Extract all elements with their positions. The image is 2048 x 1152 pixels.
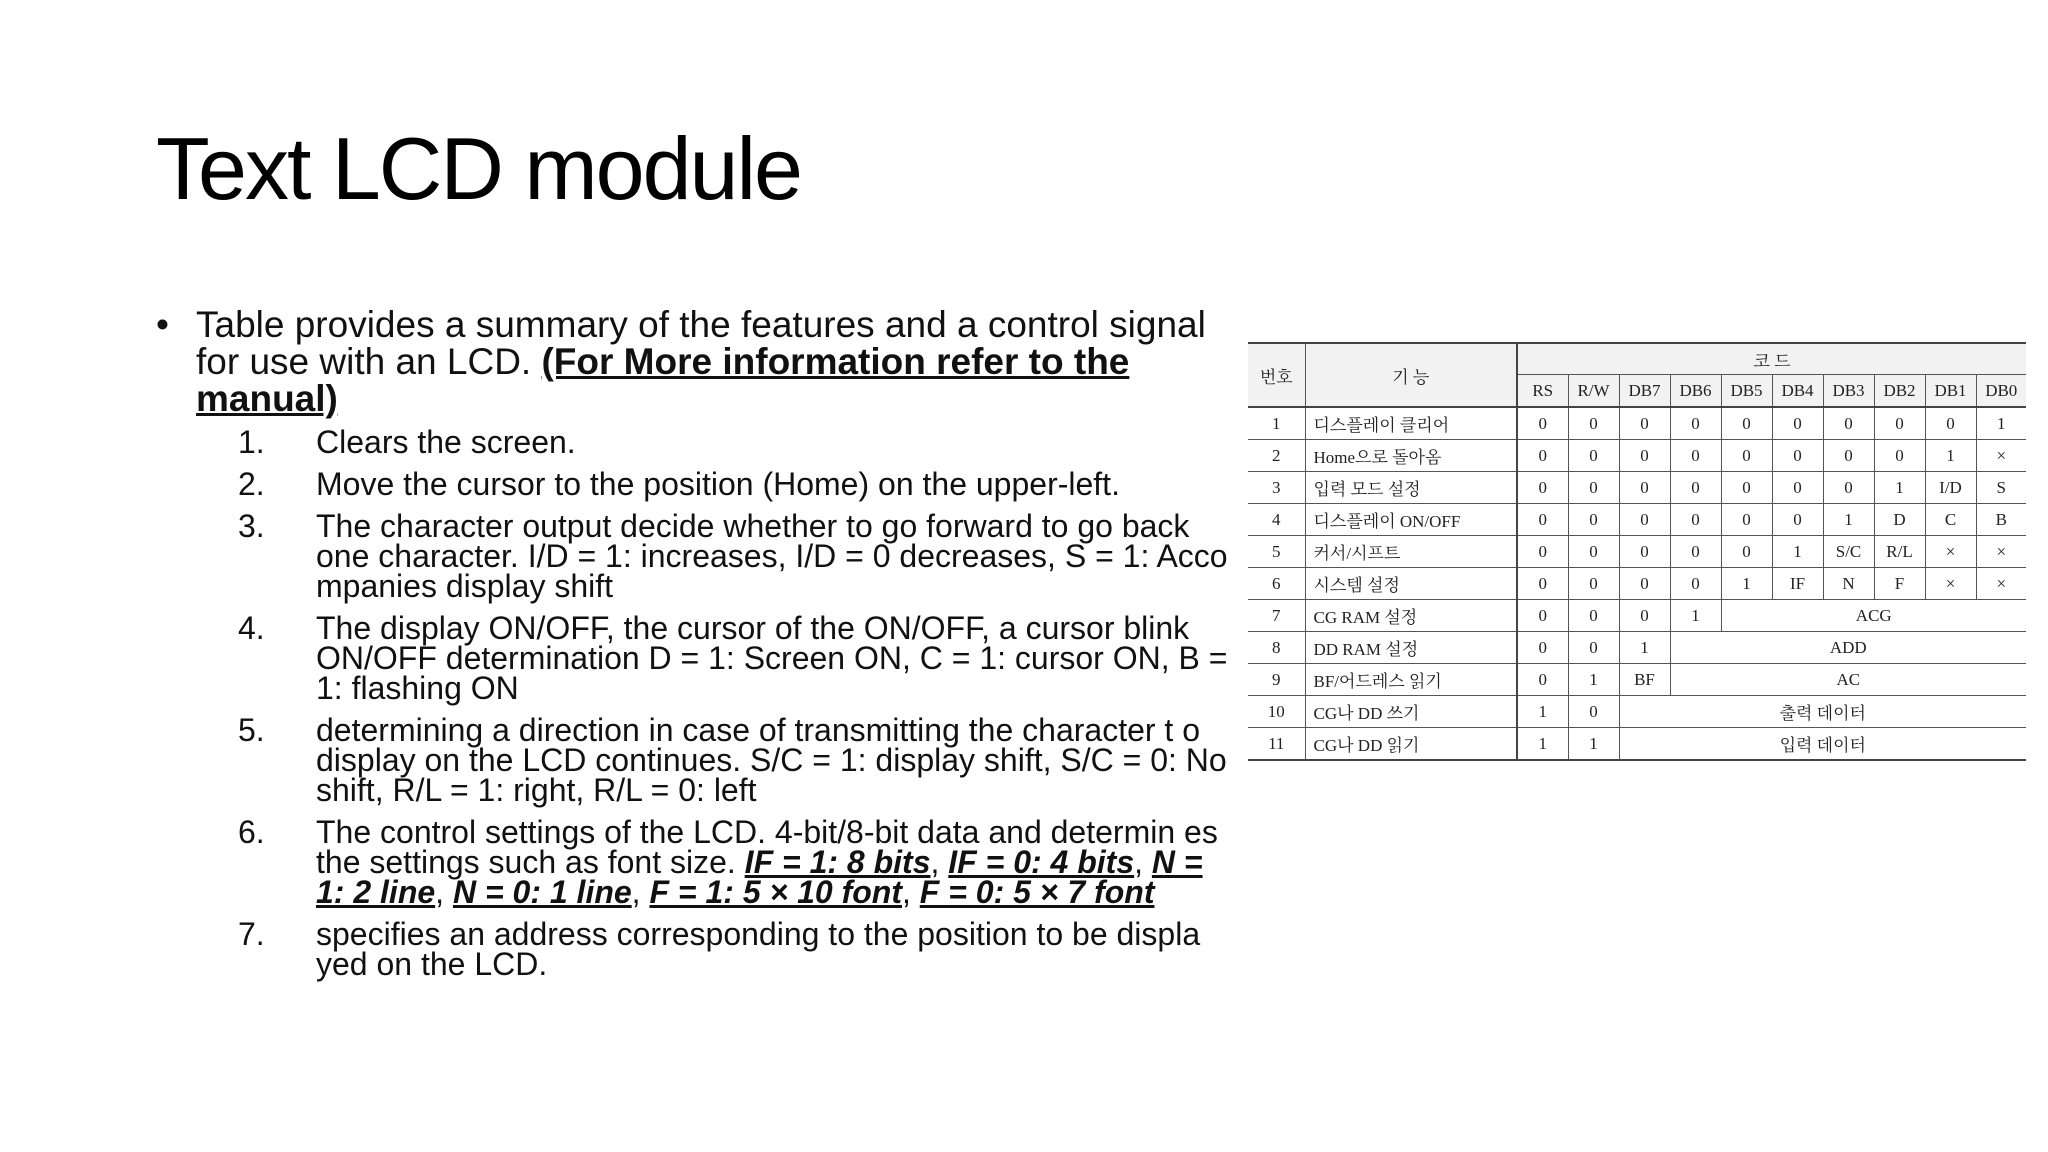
code-cell: 0 (1823, 407, 1874, 440)
manual-reference-link[interactable]: (For More information refer to the manual) (196, 341, 1130, 419)
code-cell: 0 (1517, 407, 1568, 440)
code-cell: C (1925, 504, 1976, 536)
code-cell: 0 (1517, 568, 1568, 600)
header-bit: DB0 (1976, 375, 2026, 408)
code-cell: IF (1772, 568, 1823, 600)
step-text-segment: Move the cursor to the position (Home) on the upper-left. (316, 466, 1120, 502)
table-row (1248, 407, 2026, 440)
header-bit: DB4 (1772, 375, 1823, 408)
code-cell: 0 (1568, 504, 1619, 536)
table-row (1248, 504, 2026, 536)
row-function: 커서/시프트 (1305, 536, 1517, 568)
code-cell: I/D (1925, 472, 1976, 504)
code-cell: × (1925, 536, 1976, 568)
code-cell: 0 (1619, 600, 1670, 632)
step-text-segment: , (1134, 844, 1152, 880)
step-text (316, 424, 1238, 460)
table-row (1248, 728, 2026, 761)
bullet-dot: • (156, 304, 169, 345)
steps-list (156, 424, 1238, 982)
code-cell: 0 (1619, 440, 1670, 472)
table-row (1248, 664, 2026, 696)
code-cell: 1 (1619, 632, 1670, 664)
table-row (1248, 600, 2026, 632)
code-cell: R/L (1874, 536, 1925, 568)
header-bit: DB6 (1670, 375, 1721, 408)
lcd-command-table-figure (1248, 342, 2026, 761)
row-number: 2 (1248, 440, 1305, 472)
code-cell: 0 (1721, 504, 1772, 536)
step-text (316, 508, 1238, 604)
code-cell: 1 (1517, 696, 1568, 728)
code-cell: BF (1619, 664, 1670, 696)
code-cell: D (1874, 504, 1925, 536)
step-text-segment: Clears the screen. (316, 424, 576, 460)
step-item (232, 610, 1238, 706)
header-bit: DB2 (1874, 375, 1925, 408)
step-item (232, 466, 1238, 502)
step-item (232, 712, 1238, 808)
row-number: 8 (1248, 632, 1305, 664)
step-text (316, 814, 1238, 910)
code-cell: × (1976, 536, 2026, 568)
code-cell: 1 (1721, 568, 1772, 600)
intro-text-wrapper (196, 306, 1238, 417)
header-bit: RS (1517, 375, 1568, 408)
code-cell: × (1976, 440, 2026, 472)
code-cell: 0 (1568, 696, 1619, 728)
code-cell: 0 (1721, 407, 1772, 440)
code-cell: 0 (1670, 568, 1721, 600)
header-bit: R/W (1568, 375, 1619, 408)
code-cell: 0 (1568, 600, 1619, 632)
step-text (316, 466, 1238, 502)
step-setting-emphasis: N = 0: 1 line (452, 874, 632, 910)
row-number: 9 (1248, 664, 1305, 696)
step-text-segment: The control settings of the LCD. 4-bit/8-bit data and determin es the settings such as font size. (316, 814, 1218, 880)
header-no: 번호 (1248, 343, 1305, 407)
table-row (1248, 632, 2026, 664)
header-function: 기 능 (1305, 343, 1517, 407)
step-text-segment: The display ON/OFF, the cursor of the ON/OFF, a cursor blink ON/OFF determination D = 1: Screen ON, C = 1: cursor ON, B = 1: flashing ON (316, 610, 1228, 706)
row-function: CG RAM 설정 (1305, 600, 1517, 632)
step-number: 6. (238, 814, 265, 850)
code-cell: × (1976, 568, 2026, 600)
step-text-segment: , (631, 874, 650, 910)
row-function: 입력 모드 설정 (1305, 472, 1517, 504)
step-setting-emphasis: IF = 1: 8 bits (744, 844, 931, 880)
row-function: 디스플레이 ON/OFF (1305, 504, 1517, 536)
step-number: 7. (238, 916, 265, 952)
code-cell: 0 (1721, 472, 1772, 504)
row-function: DD RAM 설정 (1305, 632, 1517, 664)
row-function: 시스템 설정 (1305, 568, 1517, 600)
code-cell: ADD (1670, 632, 2026, 664)
step-item (232, 814, 1238, 910)
table-row (1248, 536, 2026, 568)
code-cell: 0 (1670, 536, 1721, 568)
code-cell: 0 (1670, 472, 1721, 504)
code-cell: 0 (1619, 536, 1670, 568)
code-cell: 0 (1517, 536, 1568, 568)
code-cell: 1 (1823, 504, 1874, 536)
code-cell: N (1823, 568, 1874, 600)
code-cell: 0 (1568, 407, 1619, 440)
code-cell: 0 (1619, 407, 1670, 440)
code-cell: F (1874, 568, 1925, 600)
code-cell: 0 (1670, 407, 1721, 440)
code-cell: 0 (1568, 440, 1619, 472)
table-row (1248, 568, 2026, 600)
step-text-segment: determining a direction in case of transmitting the character t o display on the LCD continues. S/C = 1: display shift, S/C = 0: No shift, R/L = 1: right, R/L = 0: left (316, 712, 1227, 808)
row-function: CG나 DD 쓰기 (1305, 696, 1517, 728)
code-cell: 0 (1925, 407, 1976, 440)
code-cell: 0 (1619, 504, 1670, 536)
code-cell: 0 (1568, 568, 1619, 600)
header-bit: DB5 (1721, 375, 1772, 408)
row-number: 3 (1248, 472, 1305, 504)
step-text-segment: The character output decide whether to go forward to go back one character. I/D = 1: increases, I/D = 0 decreases, S = 1: Acco mpanies display shift (316, 508, 1228, 604)
code-cell: 1 (1670, 600, 1721, 632)
step-number: 3. (238, 508, 265, 544)
code-cell: 0 (1517, 600, 1568, 632)
header-bit: DB1 (1925, 375, 1976, 408)
code-cell: × (1925, 568, 1976, 600)
code-cell: 0 (1670, 440, 1721, 472)
lcd-command-table (1248, 342, 2026, 761)
step-item (232, 916, 1238, 982)
step-number: 2. (238, 466, 265, 502)
code-cell: 0 (1670, 504, 1721, 536)
row-number: 5 (1248, 536, 1305, 568)
row-number: 1 (1248, 407, 1305, 440)
row-number: 7 (1248, 600, 1305, 632)
code-cell: 0 (1517, 472, 1568, 504)
step-setting-emphasis: IF = 0: 4 bits (948, 844, 1135, 880)
step-setting-emphasis: F = 0: 5 × 7 font (919, 874, 1155, 910)
header-bit: DB3 (1823, 375, 1874, 408)
intro-bullet (156, 306, 1238, 417)
step-text-segment: , (930, 844, 949, 880)
code-cell: 0 (1772, 407, 1823, 440)
step-number: 5. (238, 712, 265, 748)
step-text-segment: , (901, 874, 920, 910)
code-cell: 1 (1925, 440, 1976, 472)
step-setting-emphasis: N = 1: 2 line (316, 844, 1203, 910)
code-cell: 1 (1568, 664, 1619, 696)
code-cell: 0 (1823, 472, 1874, 504)
code-cell: 0 (1517, 504, 1568, 536)
code-cell: 0 (1874, 407, 1925, 440)
code-cell: 0 (1772, 504, 1823, 536)
code-cell: 출력 데이터 (1619, 696, 2026, 728)
row-function: 디스플레이 클리어 (1305, 407, 1517, 440)
table-header-row (1248, 343, 2026, 375)
header-bit: DB7 (1619, 375, 1670, 408)
code-cell: 0 (1568, 632, 1619, 664)
code-cell: 0 (1874, 440, 1925, 472)
code-cell: B (1976, 504, 2026, 536)
code-cell: 0 (1517, 664, 1568, 696)
step-item (232, 424, 1238, 460)
code-cell: 0 (1823, 440, 1874, 472)
row-function: CG나 DD 읽기 (1305, 728, 1517, 761)
code-cell: 1 (1772, 536, 1823, 568)
code-cell: AC (1670, 664, 2026, 696)
code-cell: 1 (1568, 728, 1619, 761)
step-number: 1. (238, 424, 265, 460)
table-body (1248, 407, 2026, 760)
code-cell: S (1976, 472, 2026, 504)
row-function: BF/어드레스 읽기 (1305, 664, 1517, 696)
header-code: 코 드 (1517, 343, 2026, 375)
code-cell: 0 (1619, 472, 1670, 504)
code-cell: 1 (1976, 407, 2026, 440)
code-cell: 1 (1517, 728, 1568, 761)
code-cell: 1 (1874, 472, 1925, 504)
code-cell: 입력 데이터 (1619, 728, 2026, 761)
table-row (1248, 472, 2026, 504)
step-text (316, 916, 1238, 982)
step-setting-emphasis: F = 1: 5 × 10 font (649, 874, 902, 910)
step-text (316, 712, 1238, 808)
table-row (1248, 696, 2026, 728)
code-cell: S/C (1823, 536, 1874, 568)
step-text (316, 610, 1238, 706)
row-function: Home으로 돌아옴 (1305, 440, 1517, 472)
code-cell: 0 (1721, 536, 1772, 568)
row-number: 6 (1248, 568, 1305, 600)
code-cell: 0 (1619, 568, 1670, 600)
code-cell: 0 (1517, 632, 1568, 664)
row-number: 11 (1248, 728, 1305, 761)
step-number: 4. (238, 610, 265, 646)
code-cell: 0 (1772, 472, 1823, 504)
step-text-segment: specifies an address corresponding to the position to be displa yed on the LCD. (316, 916, 1201, 982)
table-row (1248, 440, 2026, 472)
bullet-content (156, 306, 1238, 991)
code-cell: 0 (1721, 440, 1772, 472)
step-text-segment: , (435, 874, 453, 910)
intro-text: Table provides a summary of the features and a control signal for use with an LCD. (196, 304, 1206, 382)
code-cell: ACG (1721, 600, 2026, 632)
row-number: 10 (1248, 696, 1305, 728)
step-item (232, 508, 1238, 604)
code-cell: 0 (1772, 440, 1823, 472)
row-number: 4 (1248, 504, 1305, 536)
code-cell: 0 (1568, 536, 1619, 568)
code-cell: 0 (1517, 440, 1568, 472)
code-cell: 0 (1568, 472, 1619, 504)
slide-title: Text LCD module (156, 119, 801, 218)
